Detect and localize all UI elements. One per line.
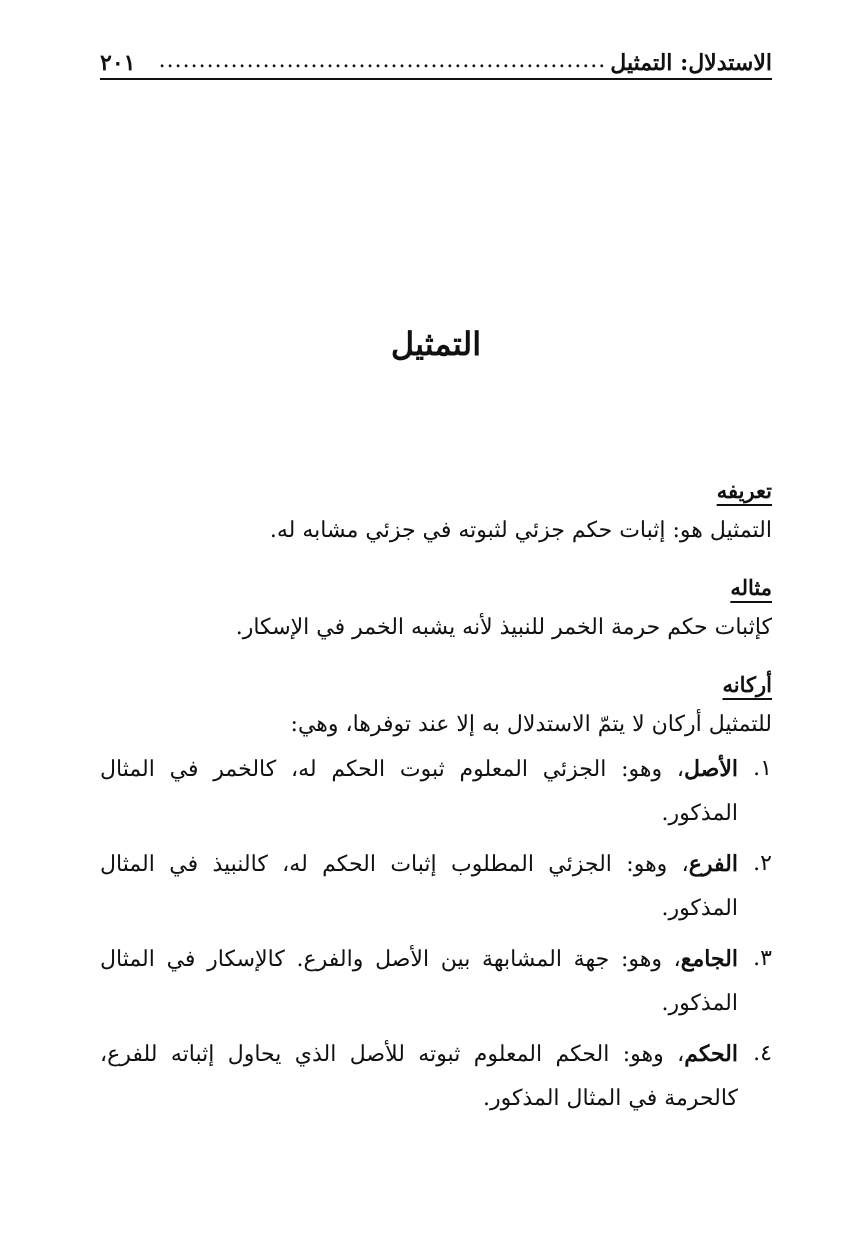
page-content — [100, 478, 772, 1143]
definition-text: التمثيل هو: إثبات حكم جزئي لثبوته في جزئي مشابه له. — [269, 518, 772, 543]
example-section — [100, 575, 772, 650]
list-item — [100, 747, 772, 836]
list-item-number: ٤. — [753, 1041, 772, 1066]
pillars-section — [100, 672, 772, 1121]
list-item — [100, 937, 772, 1026]
chapter-title: التمثيل — [390, 325, 482, 363]
list-item-body — [100, 842, 738, 931]
book-page — [100, 0, 772, 1257]
page-number: ٢٠١ — [100, 50, 136, 76]
running-header — [100, 42, 772, 76]
list-item-number: ٢. — [753, 851, 772, 876]
example-text: كإثبات حكم حرمة الخمر للنبيذ لأنه يشبه الخمر في الإسكار. — [235, 615, 772, 640]
pillar-description: ، وهو: الجزئي المطلوب إثبات الحكم له، كالنبيذ في المثال المذكور. — [100, 852, 738, 921]
list-item — [100, 1032, 772, 1121]
pillar-term-hukm: الحكم — [684, 1041, 738, 1067]
pillar-description: ، وهو: الجزئي المعلوم ثبوت الحكم له، كالخمر في المثال المذكور. — [100, 757, 738, 826]
pillar-description: ، وهو: جهة المشابهة بين الأصل والفرع. كالإسكار في المثال المذكور. — [100, 947, 738, 1016]
pillar-term-asl: الأصل — [683, 756, 738, 782]
pillars-list — [100, 747, 772, 1121]
pillar-term-far: الفرع — [688, 851, 738, 877]
pillar-term-jami: الجامع — [680, 946, 738, 972]
pillars-intro: للتمثيل أركان لا يتمّ الاستدلال به إلا عند توفرها، وهي: — [290, 712, 772, 737]
pillar-description: ، وهو: الحكم المعلوم ثبوته للأصل الذي يحاول إثباته للفرع، كالحرمة في المثال المذكور. — [100, 1042, 738, 1111]
header-rule — [100, 78, 772, 80]
pillars-heading: أركانه — [722, 672, 772, 697]
list-item-body — [100, 1032, 738, 1121]
list-item-number: ٣. — [753, 946, 772, 971]
list-item-body — [100, 937, 738, 1026]
list-item-body — [100, 747, 738, 836]
definition-heading: تعريفه — [716, 478, 772, 503]
running-title: الاستدلال: التمثيل — [610, 50, 772, 76]
example-heading: مثاله — [730, 575, 772, 600]
list-item-number: ١. — [753, 756, 772, 781]
list-item — [100, 842, 772, 931]
header-leader-dots: ........................................................ — [158, 50, 607, 73]
definition-section — [100, 478, 772, 553]
